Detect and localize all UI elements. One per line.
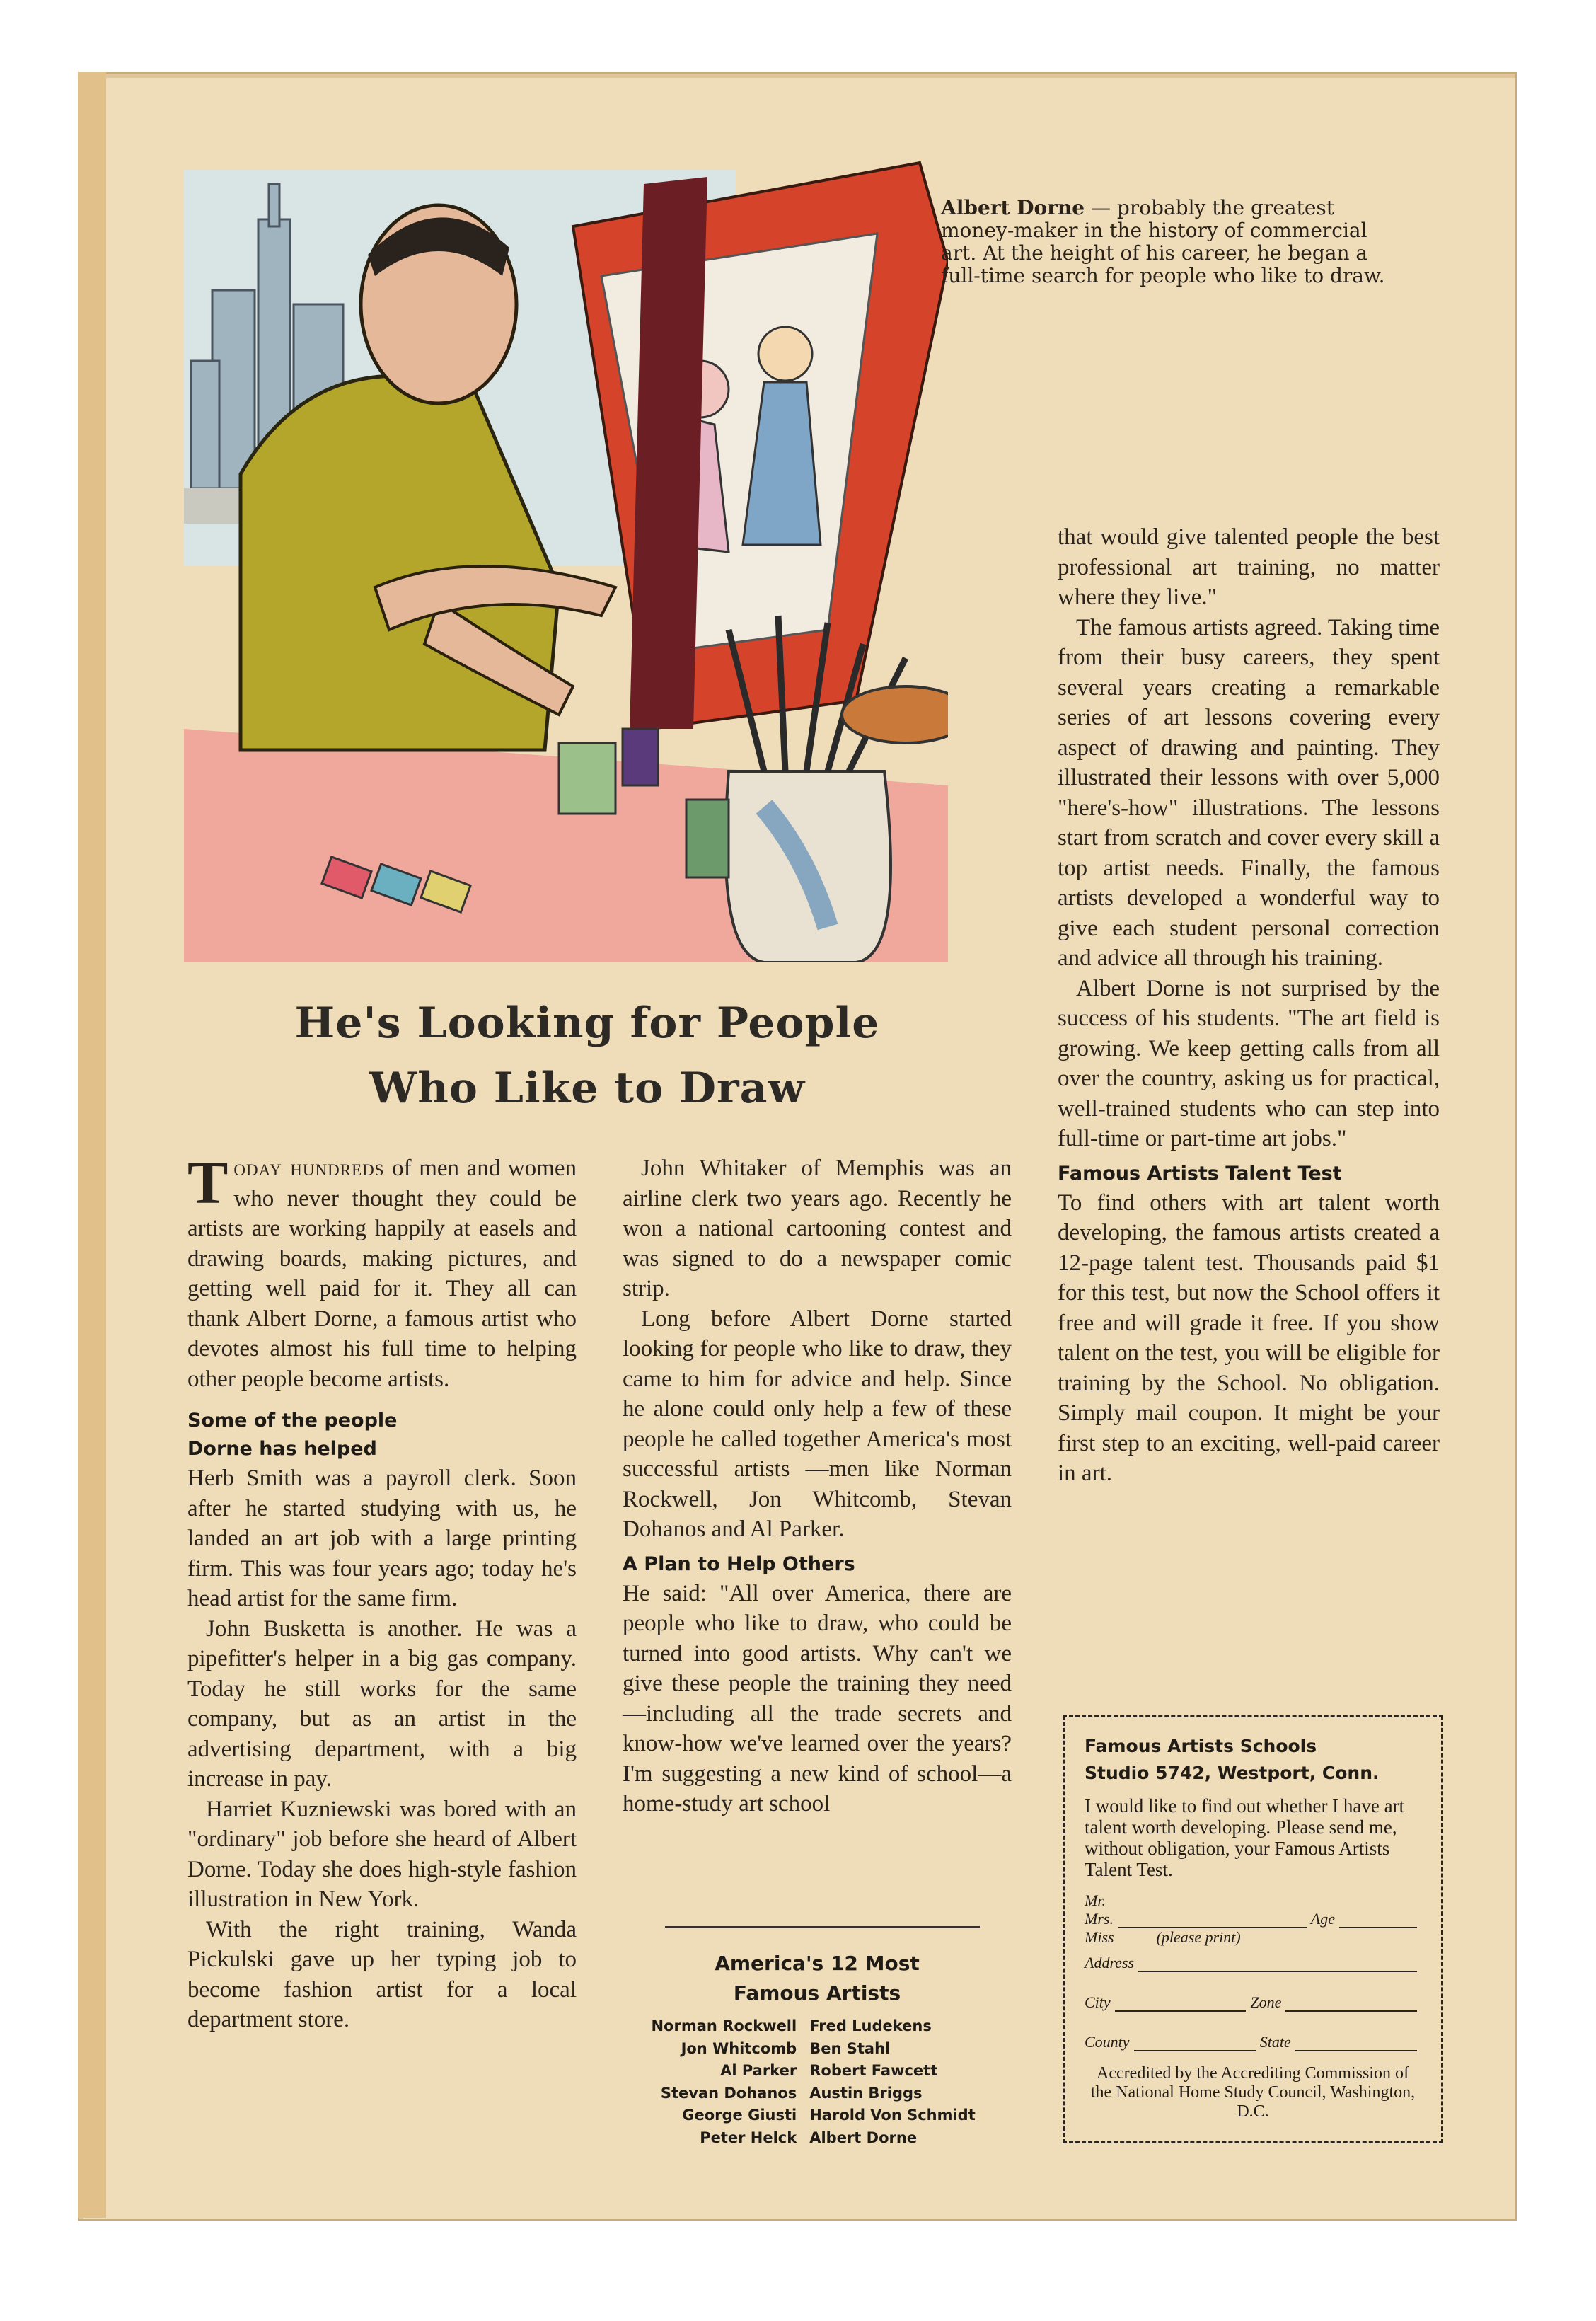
coupon-county-line[interactable]: [1134, 2034, 1256, 2051]
paragraph: The famous artists agreed. Taking time from their busy careers, they spent several years creating a remarkable series of art lessons covering every aspect of drawing and painting. They illustrated their lessons with over 5,000 "here's-how" illustrations. The lessons start from scratch and cover every skill a top artist needs. Finally, the famous artists developed a wonderful way to give each student personal correction and advice all through his training.: [1058, 614, 1440, 971]
artists-title-line-2: Famous Artists: [733, 1981, 901, 2005]
mail-coupon[interactable]: [1063, 1715, 1443, 2143]
coupon-county-field[interactable]: [1085, 2033, 1421, 2051]
artist-row: [615, 2060, 1012, 2083]
coupon-county-label: County: [1085, 2033, 1130, 2051]
body-column-3: [1058, 522, 1440, 1489]
coupon-city-field[interactable]: [1085, 1993, 1421, 2012]
paragraph: John Busketta is another. He was a pipefitter's helper in a big gas company. Today he still works for the same company, but as an artist in the advertising department, with a big increase in pay.: [187, 1616, 577, 1792]
artist-illustration: [106, 92, 948, 962]
paragraph: To find others with art talent worth developing, the famous artists created a 12-page talent test. Thousands paid $1 for this test, but now the School offers it free and will grade it free. If you show talent on the test, you will be eligible for training by the School. No obligation. Simply mail coupon. It might be your first step to an exciting, well-paid career in art.: [1058, 1190, 1440, 1486]
subhead-plan: A Plan to Help Others: [623, 1553, 855, 1575]
coupon-mr-label: Mr.: [1085, 1891, 1106, 1909]
paragraph: Long before Albert Dorne started looking for people who like to draw, they came to him for advice and help. Since he alone could only help a few of these people he called together America's most successful artists —men like Norman Rockwell, Jon Whitcomb, Stevan Dohanos and Al Parker.: [623, 1306, 1012, 1542]
coupon-address-field[interactable]: [1085, 1954, 1421, 1972]
artist-name: Al Parker: [720, 2062, 797, 2079]
paragraph: that would give talented people the best professional art training, no matter where they live.": [1058, 524, 1440, 610]
body-column-1: [187, 1148, 577, 2035]
paragraph: Harriet Kuzniewski was bored with an "ordinary" job before she heard of Albert Dorne. Today she does high-style fashion illustration in New York.: [187, 1796, 577, 1912]
coupon-school-name: Famous Artists Schools: [1085, 1736, 1317, 1756]
artist-row: [615, 2038, 1012, 2061]
artist-name: Norman Rockwell: [651, 2017, 797, 2034]
coupon-name-line[interactable]: [1118, 1911, 1307, 1928]
artist-row: [615, 2104, 1012, 2127]
artists-list: [615, 2015, 1012, 2149]
artist-name: Harold Von Schmidt: [809, 2107, 976, 2124]
artist-name: Austin Briggs: [809, 2084, 923, 2102]
coupon-address-label: Address: [1085, 1954, 1135, 1971]
body-column-2: [623, 1153, 1012, 1819]
caption-text: — probably the greatest money-maker in the history of commercial art. At the height of his career, he began a full-time search for people who like to draw.: [941, 196, 1385, 287]
coupon-zone-label: Zone: [1250, 1993, 1282, 2011]
intro-text: of men and women who never thought they could be artists are working happily at easels and drawing boards, making pictures, and getting well paid for it. They all can thank Albert Dorne, a famous artist who devotes almost his full time to helping other people become artists.: [187, 1156, 577, 1392]
paragraph: He said: "All over America, there are people who like to draw, who could be turned into good artists. Why can't we give these people the training they need—including all the trade secrets and know-how we've learned over the years? I'm suggesting a new kind of school—a home-study art school: [623, 1580, 1012, 1816]
subhead-talent-test: Famous Artists Talent Test: [1058, 1162, 1342, 1185]
drop-cap: T: [187, 1148, 229, 1216]
headline-line-2: Who Like to Draw: [369, 1064, 806, 1113]
coupon-state-label: State: [1259, 2033, 1291, 2051]
artist-name: Albert Dorne: [809, 2129, 918, 2146]
artist-name: Fred Ludekens: [809, 2017, 932, 2034]
artist-name: Ben Stahl: [809, 2039, 891, 2057]
paragraph: Herb Smith was a payroll clerk. Soon after he started studying with us, he landed an art job with a large printing firm. This was four years ago; today he's head artist for the same firm.: [187, 1465, 577, 1611]
coupon-body: I would like to find out whether I have art talent worth developing. Please send me, without obligation, your Famous Artists Talent Test.: [1085, 1795, 1405, 1880]
divider-rule: [665, 1926, 980, 1928]
paragraph: John Whitaker of Memphis was an airline clerk two years ago. Recently he won a national cartooning contest and was signed to do a newspaper comic strip.: [623, 1156, 1012, 1301]
artists-title-line-1: America's 12 Most: [715, 1952, 920, 1975]
coupon-miss-label: Miss: [1085, 1928, 1114, 1946]
bowl: [842, 686, 948, 743]
intro-small-caps: oday hundreds: [233, 1156, 385, 1181]
coupon-mr-row: [1085, 1891, 1421, 1910]
coupon-age-label: Age: [1310, 1910, 1335, 1928]
coupon-zone-line[interactable]: [1285, 1995, 1417, 2012]
artist-name: George Giusti: [682, 2107, 797, 2124]
artist-name: Jon Whitcomb: [681, 2039, 797, 2057]
coupon-city-line[interactable]: [1115, 1995, 1247, 2012]
artist-name: Stevan Dohanos: [660, 2084, 797, 2102]
artist-row: [615, 2127, 1012, 2150]
coupon-city-label: City: [1085, 1993, 1111, 2011]
paragraph: With the right training, Wanda Pickulski gave up her typing job to become fashion artist for a local department store.: [187, 1916, 577, 2032]
headline: [184, 991, 990, 1121]
page-spine-edge: [78, 72, 106, 2218]
coupon-address-line[interactable]: [1138, 1955, 1417, 1972]
coupon-name-field[interactable]: [1085, 1910, 1421, 1928]
headline-line-1: He's Looking for People: [294, 998, 880, 1048]
sketch-figure-man: [758, 327, 812, 381]
paragraph: Albert Dorne is not surprised by the success of his students. "The art field is growing. We keep getting calls from all over the country, asking us for practical, well-trained students who can step into full-time or part-time art jobs.": [1058, 975, 1440, 1151]
coupon-state-line[interactable]: [1295, 2034, 1417, 2051]
subhead-dorne-helped: Dorne has helped: [187, 1438, 377, 1460]
caption-name: Albert Dorne: [941, 196, 1085, 219]
coupon-age-line[interactable]: [1339, 1911, 1417, 1928]
artist-name: Robert Fawcett: [809, 2062, 938, 2079]
artists-list-title: [623, 1949, 1012, 2008]
artist-row: [615, 2015, 1012, 2038]
coupon-studio-address: Studio 5742, Westport, Conn.: [1085, 1763, 1380, 1783]
artist-name: Peter Helck: [700, 2129, 797, 2146]
coupon-mrs-label: Mrs.: [1085, 1910, 1114, 1928]
illustration-caption: [941, 197, 1394, 287]
artist-row: [615, 2083, 1012, 2105]
intro-paragraph: [187, 1148, 577, 1394]
coupon-please-print: (please print): [1156, 1928, 1241, 1946]
subhead-some-people: Some of the people: [187, 1410, 398, 1432]
coupon-miss-row: [1085, 1928, 1421, 1947]
coupon-accreditation: Accredited by the Accrediting Commission of the National Home Study Council, Washington, D.C.: [1090, 2064, 1416, 2121]
